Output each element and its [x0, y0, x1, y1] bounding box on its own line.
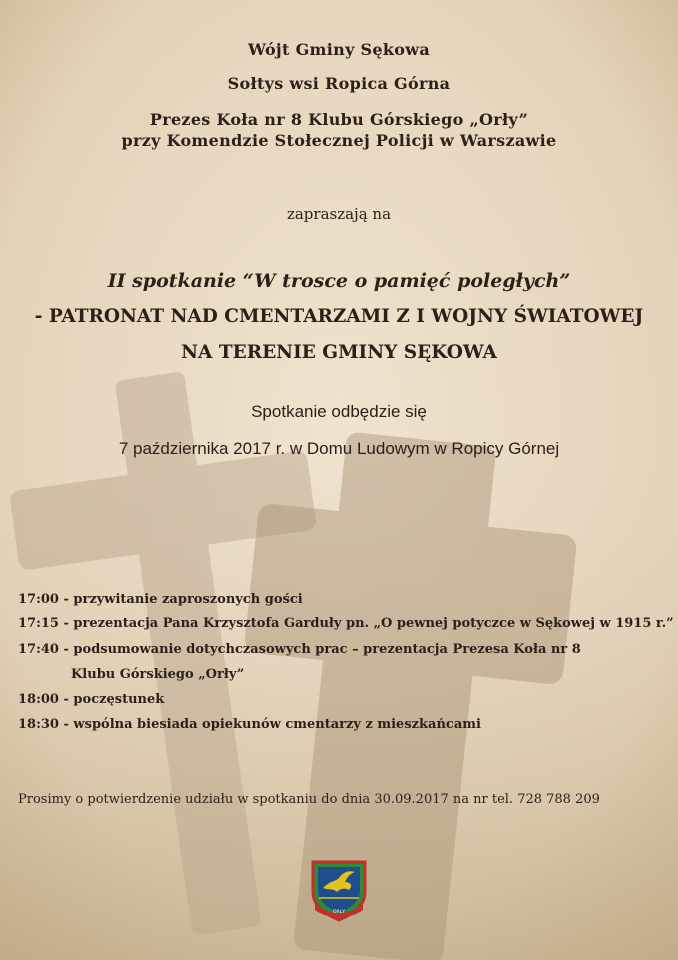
agenda-item: 17:15 - prezentacja Pana Krzysztofa Garduły pn. „O pewnej potyczce w Sękowej w 1915 r.”: [18, 616, 674, 631]
organizer-komenda: przy Komendzie Stołecznej Policji w Warszawie: [121, 131, 557, 150]
organizer-prezes: Prezes Koła nr 8 Klubu Górskiego „Orły”: [149, 110, 529, 129]
agenda-item: 18:30 - wspólna biesiada opiekunów cmentarzy z mieszkańcami: [18, 717, 481, 732]
meeting-intro: Spotkanie odbędzie się: [251, 402, 427, 421]
event-subtitle-line2: NA TERENIE GMINY SĘKOWA: [181, 342, 497, 363]
rsvp-note: Prosimy o potwierdzenie udziału w spotkaniu do dnia 30.09.2017 na nr tel. 728 788 209: [18, 792, 600, 807]
agenda-item: 17:40 - podsumowanie dotychczasowych prac – prezentacja Prezesa Koła nr 8: [18, 642, 581, 657]
meeting-date-place: 7 października 2017 r. w Domu Ludowym w Ropicy Górnej: [118, 439, 560, 458]
event-title: II spotkanie “W trosce o pamięć poległych”: [107, 270, 571, 292]
event-subtitle-line1: - PATRONAT NAD CMENTARZAMI Z I WOJNY ŚWIATOWEJ: [34, 306, 644, 327]
logo-text: ORŁY: [333, 910, 345, 915]
eagle-shield-emblem-icon: [305, 858, 373, 922]
organizer-soltys: Sołtys wsi Ropica Górna: [227, 74, 451, 93]
invite-text: zapraszają na: [286, 205, 392, 223]
agenda-item: 17:00 - przywitanie zaproszonych gości: [18, 592, 303, 607]
agenda-item: 18:00 - poczęstunek: [18, 692, 165, 707]
organizer-wojt: Wójt Gminy Sękowa: [248, 40, 430, 59]
agenda-item-continuation: Klubu Górskiego „Orły”: [71, 667, 245, 682]
